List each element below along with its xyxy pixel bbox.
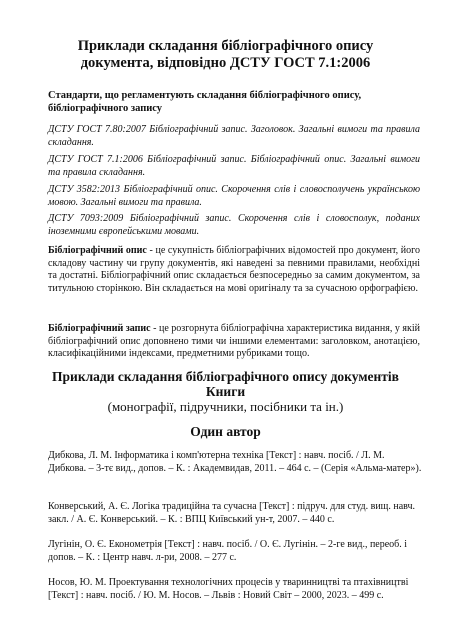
bibliography-entry-1: Дибкова, Л. М. Інформатика і комп'ютерна техніка [Текст] : навч. посіб. / Л. М. Дибкова. – 3-тє вид., допов. – К. : Академвидав, 2011. – 464 с. – (Серія «Альма-матер»).	[48, 450, 422, 474]
definition-term: Бібліографічний опис	[48, 245, 147, 256]
document-title-line-1: Приклади складання бібліографічного опису	[77, 38, 374, 54]
definition-bibliographic-description	[48, 245, 420, 295]
standard-item-3: ДСТУ 3582:2013 Бібліографічний опис. Скорочення слів і словосполучень українською мовою. Загальні вимоги та правила.	[48, 184, 420, 208]
bibliography-entry-3: Лугінін, О. Є. Економетрія [Текст] : навч. посіб. / О. Є. Лугінін. – 2-ге вид., переоб. і допов. – К. : Центр навч. л-ри, 2008. – 277 с.	[48, 539, 408, 563]
standard-item-2: ДСТУ ГОСТ 7.1:2006 Бібліографічний запис. Бібліографічний опис. Загальні вимоги та правила складання.	[48, 154, 420, 178]
bibliography-entry-4: Носов, Ю. М. Проектування технологічних процесів у тваринництві та птахівництві [Текст] : навч. посіб. / Ю. М. Носов. – Львів : Новий Світ – 2000, 2023. – 499 с.	[48, 577, 409, 601]
one-author-heading: Один автор	[190, 424, 261, 439]
books-heading: Книги	[205, 384, 246, 399]
bibliography-entry-2: Конверський, А. Є. Логіка традиційна та сучасна [Текст] : підруч. для студ. вищ. навч. закл. / А. Є. Конверський. – К. : ВПЦ Київський ун-т, 2007. – 440 с.	[48, 501, 416, 525]
definition-bibliographic-record	[48, 323, 420, 361]
definition-term: Бібліографічний запис	[48, 323, 151, 334]
standard-item-4: ДСТУ 7093:2009 Бібліографічний запис. Скорочення слів і словосполук, поданих іноземними європейськими мовами.	[48, 213, 420, 237]
definition-text: - це сукупність бібліографічних відомостей про документ, його складову частину чи групу документів, які наведені за певними правилами, необхідні та достатні. Бібліографічний опис складається безпосередньо за самим документом, за титульною сторінкою. Він складається на мові оригіналу та за сучасною орфографією.	[48, 245, 420, 294]
definition-text: - це розгорнута бібліографічна характеристика видання, у якій бібліографічний опис доповнено тими чи іншими елементами: заголовком, анотацією, класифікаційними індексами, предметними рубриками тощо.	[48, 323, 420, 359]
standards-heading: Стандарти, що регламентують складання бібліографічного опису, бібліографічного запису	[48, 90, 362, 114]
books-subheading: (монографії, підручники, посібники та ін.)	[107, 399, 344, 414]
standard-item-1: ДСТУ ГОСТ 7.80:2007 Бібліографічний запис. Заголовок. Загальні вимоги та правила складання.	[48, 124, 420, 148]
document-title-line-2: документа, відповідно ДСТУ ГОСТ 7.1:2006	[80, 55, 371, 71]
examples-heading: Приклади складання бібліографічного опису документів	[52, 369, 399, 384]
